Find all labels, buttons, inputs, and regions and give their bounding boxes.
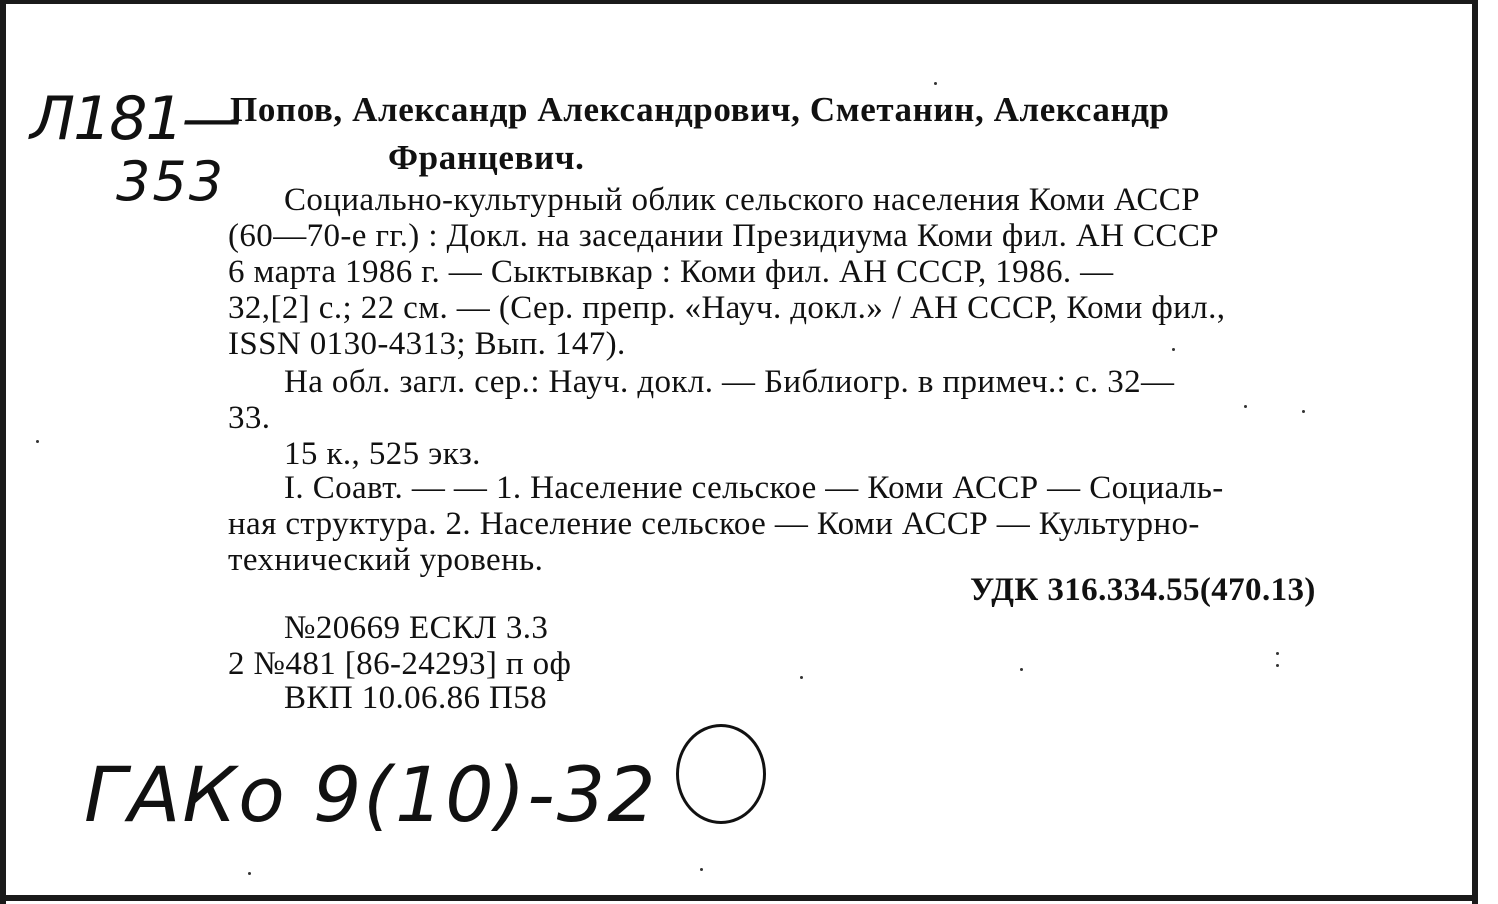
- call-number-line2: 353: [116, 150, 226, 213]
- scan-speck: [700, 868, 703, 871]
- udc-code: УДК 316.334.55(470.13): [970, 572, 1316, 608]
- description-line: Социально-культурный облик сельского населения Коми АССР: [284, 182, 1200, 218]
- tech-line: ВКП 10.06.86 П58: [284, 680, 548, 716]
- subject-line: технический уровень.: [228, 542, 544, 578]
- tech-line: 2 №481 [86-24293] п оф: [228, 646, 572, 682]
- scan-speck: [1276, 664, 1279, 667]
- subject-line: ная структура. 2. Население сельское — Коми АССР — Культурно-: [228, 506, 1200, 542]
- card-outer-edge: [1484, 0, 1498, 904]
- description-line: ISSN 0130-4313; Вып. 147).: [228, 326, 626, 362]
- shelf-mark: ГАКо 9(10)-32: [84, 750, 658, 839]
- price-print-run: 15 к., 525 экз.: [284, 436, 481, 472]
- scan-speck: [1020, 668, 1023, 671]
- subject-line: I. Соавт. — — 1. Население сельское — Коми АССР — Социаль-: [284, 470, 1224, 506]
- scan-speck: [1172, 348, 1175, 351]
- tech-line: №20669 ЕСКЛ 3.3: [284, 610, 549, 646]
- scan-speck: [36, 440, 39, 443]
- description-line: (60—70-е гг.) : Докл. на заседании Президиума Коми фил. АН СССР: [228, 218, 1219, 254]
- scan-speck: [800, 676, 803, 679]
- scan-speck: [934, 82, 937, 85]
- description-line: 6 марта 1986 г. — Сыктывкар : Коми фил. АН СССР, 1986. —: [228, 254, 1114, 290]
- card-border-left: [0, 0, 6, 904]
- author-heading-line2: Францевич.: [388, 138, 585, 177]
- card-border-bottom: [0, 895, 1478, 901]
- card-border-top: [0, 0, 1478, 4]
- author-heading-line1: Попов, Александр Александрович, Сметанин, Александр: [230, 90, 1170, 129]
- scan-speck: [248, 872, 251, 875]
- note-line: На обл. загл. сер.: Науч. докл. — Библиогр. в примеч.: с. 32—: [284, 364, 1175, 400]
- card-border-right: [1472, 0, 1478, 904]
- scan-speck: [1276, 652, 1279, 655]
- scan-speck: [1244, 405, 1247, 408]
- note-line: 33.: [228, 400, 271, 436]
- description-line: 32,[2] с.; 22 см. — (Сер. препр. «Науч. докл.» / АН СССР, Коми фил.,: [228, 290, 1226, 326]
- circle-mark: [676, 724, 766, 824]
- call-number-line1: Л181—: [30, 84, 240, 154]
- scan-speck: [1302, 410, 1305, 413]
